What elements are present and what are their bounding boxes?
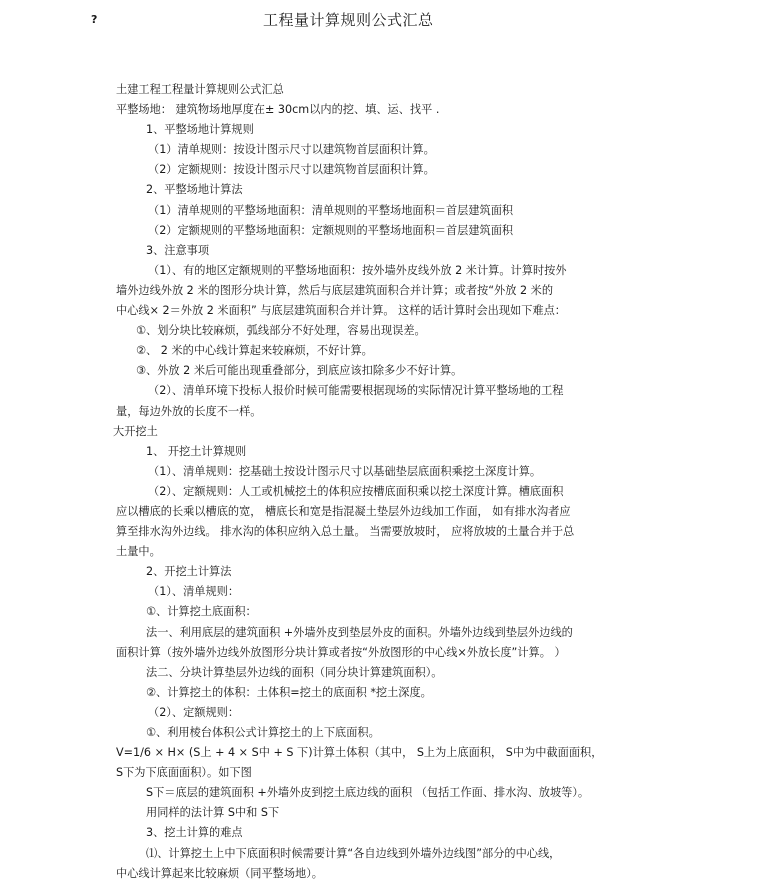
paragraph-line: （1）清单规则的平整场地面积：清单规则的平整场地面积＝首层建筑面积 [148,203,514,217]
paragraph-line: （1）、有的地区定额规则的平整场地面积：按外墙外皮线外放 2 米计算。计算时按外 [148,263,567,277]
list-item: ①、划分块比较麻烦，弧线部分不好处理，容易出现误差。 [136,324,426,338]
paragraph-line: S下＝底层的建筑面积 +外墙外皮到挖土底边线的面积 （包括工作面、排水沟、放坡等）。 [146,786,590,800]
paragraph-line: 平整场地： 建筑物场地厚度在± 30cm以内的挖、填、运、找平 . [116,103,440,117]
subsection-heading: 2、开挖土计算法 [146,565,232,579]
paragraph-line: 中心线× 2＝外放 2 米面积” 与底层建筑面积合并计算。 这样的话计算时会出现如下难点： [116,304,566,318]
list-item: ③、外放 2 米后可能出现重叠部分，到底应该扣除多少不好计算。 [136,364,463,378]
paragraph-line: （1）清单规则：按设计图示尺寸以建筑物首层面积计算。 [148,143,435,157]
paragraph-line: 用同样的法计算 S中和 S下 [146,806,280,820]
paragraph-line: （2）定额规则的平整场地面积：定额规则的平整场地面积＝首层建筑面积 [148,223,514,237]
list-item: ①、计算挖土底面积： [146,605,257,619]
paragraph-line: 土量中。 [116,545,161,559]
paragraph-line: S下为下底面面积）。如下图 [116,766,252,780]
paragraph-line: 法二、分块计算垫层外边线的面积（同分块计算建筑面积）。 [146,665,443,679]
document-body [113,80,656,884]
paragraph-line: （2）定额规则：按设计图示尺寸以建筑物首层面积计算。 [148,163,435,177]
paragraph-line: ⑴、计算挖土上中下底面积时候需要计算“各自边线到外墙外边线图”部分的中心线， [146,846,561,860]
paragraph-line: 面积计算（按外墙外边线外放图形分块计算或者按“外放图形的中心线×外放长度”计算。 ） [116,645,566,659]
subsection-heading: 3、挖土计算的难点 [146,826,243,840]
subsection-heading: 1、 开挖土计算规则 [146,444,247,458]
list-item: ②、计算挖土的体积：土体积=挖土的底面积 *挖土深度。 [146,685,432,699]
paragraph-line: （1）、清单规则：挖基础土按设计图示尺寸以基础垫层底面积乘挖土深度计算。 [148,464,542,478]
paragraph-line: （1）、清单规则： [148,585,240,599]
section-heading: 土建工程工程量计算规则公式汇总 [116,83,284,96]
paragraph-line: 法一、利用底层的建筑面积 +外墙外皮到垫层外皮的面积。外墙外边线到垫层外边线的 [146,625,573,639]
paragraph-line: 量，每边外放的长度不一样。 [116,404,262,418]
list-item: ①、利用棱台体积公式计算挖土的上下底面积。 [146,726,380,739]
corner-mark: ? [91,13,98,26]
paragraph-line: 中心线计算起来比较麻烦（同平整场地）。 [116,866,323,880]
paragraph-line: 应以槽底的长乘以槽底的宽， 槽底长和宽是指混凝土垫层外边线加工作面， 如有排水沟者应 [116,504,571,518]
subsection-heading: 1、平整场地计算规则 [146,123,254,137]
document-title: 工程量计算规则公式汇总 [263,11,434,29]
paragraph-line: 墙外边线外放 2 米的图形分块计算，然后与底层建筑面积合并计算；或者按“外放 2 米的 [116,283,554,297]
formula-line: V=1/6 × H× (S上 + 4 × S中 + S 下)计算土体积（其中， S上为上底面积， S中为中截面面积， [116,746,603,760]
paragraph-line: （2）、定额规则：人工或机械挖土的体积应按槽底面积乘以挖土深度计算。槽底面积 [148,484,564,498]
paragraph-line: （2）、清单环境下投标人报价时候可能需要根据现场的实际情况计算平整场地的工程 [148,384,564,398]
subsection-heading: 3、注意事项 [146,243,210,257]
section-heading: 大开挖土 [113,424,158,438]
subsection-heading: 2、平整场地计算法 [146,183,243,197]
list-item: ②、 2 米的中心线计算起来较麻烦，不好计算。 [136,344,373,358]
paragraph-line: 算至排水沟外边线。 排水沟的体积应纳入总土量。 当需要放坡时， 应将放坡的土量合并于总 [116,525,575,539]
paragraph-line: （2）、定额规则： [148,705,240,719]
